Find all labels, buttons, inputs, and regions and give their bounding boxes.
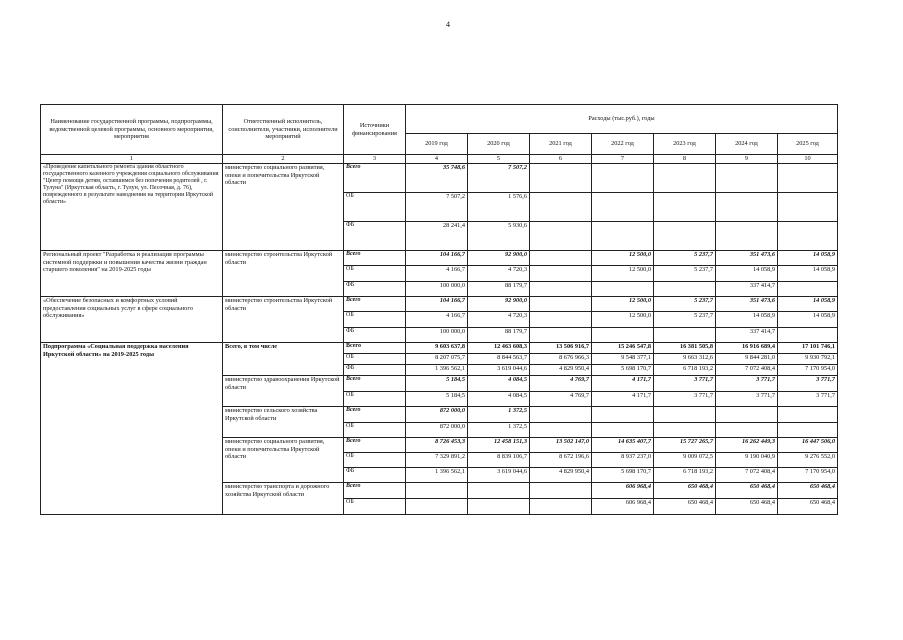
value-cell [778, 222, 838, 251]
value-cell: 3 771,7 [654, 392, 716, 407]
value-cell: 9 844 281,0 [716, 354, 778, 365]
value-cell: 4 720,3 [468, 266, 530, 282]
value-cell: 3 619 044,6 [468, 365, 530, 376]
value-cell: 5 237,7 [654, 251, 716, 266]
value-cell: 104 166,7 [406, 251, 468, 266]
executor-name: министерство строительства Иркутской области [223, 251, 344, 297]
column-number: 1 [41, 155, 223, 164]
value-cell: 650 468,4 [778, 483, 838, 499]
value-cell: 606 968,4 [592, 483, 654, 499]
value-cell [530, 266, 592, 282]
value-cell [778, 407, 838, 423]
value-cell: 7 072 408,4 [716, 365, 778, 376]
value-cell: 5 698 170,7 [592, 365, 654, 376]
column-number: 3 [344, 155, 406, 164]
value-cell: 3 771,7 [654, 376, 716, 392]
executor-name: Всего, в том числе [223, 343, 344, 376]
value-cell: 9 276 552,0 [778, 453, 838, 468]
value-cell [716, 164, 778, 193]
value-cell [778, 193, 838, 222]
value-cell: 4 829 950,4 [530, 468, 592, 483]
value-cell: 650 468,4 [654, 499, 716, 515]
value-cell: 4 166,7 [406, 312, 468, 328]
value-cell: 16 381 505,8 [654, 343, 716, 354]
value-cell: 4 769,7 [530, 376, 592, 392]
value-cell [530, 483, 592, 499]
value-cell [654, 164, 716, 193]
value-cell [592, 193, 654, 222]
value-cell: 7 072 408,4 [716, 468, 778, 483]
source-label: ФБ [344, 468, 406, 483]
value-cell: 9 190 040,9 [716, 453, 778, 468]
value-cell: 3 619 044,6 [468, 468, 530, 483]
table-row [41, 343, 838, 354]
value-cell: 14 058,9 [778, 251, 838, 266]
value-cell: 4 084,5 [468, 392, 530, 407]
value-cell: 650 468,4 [778, 499, 838, 515]
column-number: 10 [778, 155, 838, 164]
value-cell: 100 000,0 [406, 282, 468, 297]
header-year: 2022 год [592, 134, 654, 155]
value-cell: 16 916 689,4 [716, 343, 778, 354]
value-cell [778, 423, 838, 438]
column-number: 9 [716, 155, 778, 164]
source-label: ФБ [344, 365, 406, 376]
value-cell [654, 328, 716, 343]
value-cell: 9 009 072,5 [654, 453, 716, 468]
value-cell: 4 084,5 [468, 376, 530, 392]
table-row [41, 251, 838, 266]
value-cell: 5 698 170,7 [592, 468, 654, 483]
column-number: 8 [654, 155, 716, 164]
value-cell: 14 058,9 [716, 266, 778, 282]
executor-name: министерство сельского хозяйства Иркутской области [223, 407, 344, 438]
source-label: ОБ [344, 193, 406, 222]
value-cell: 17 101 746,1 [778, 343, 838, 354]
value-cell [716, 193, 778, 222]
value-cell: 872 000,0 [406, 423, 468, 438]
value-cell: 14 058,9 [778, 297, 838, 312]
value-cell: 6 718 193,2 [654, 468, 716, 483]
value-cell: 14 635 407,7 [592, 438, 654, 453]
program-name: «Проведение капитального ремонта здания областного государственного казенного учреждения социального обслуживания "Центр помощи детям, оставшимся без попечения родителей , г. Тулуна" (Иркутская область, г. Тулун, ул. Песочная, д. 76), поврежденного в результате наводнения на территории Иркутской области» [41, 164, 223, 251]
header-year: 2023 год [654, 134, 716, 155]
value-cell: 88 179,7 [468, 282, 530, 297]
executor-name: министерство здравоохранения Иркутской области [223, 376, 344, 407]
value-cell [530, 164, 592, 193]
value-cell: 7 170 954,0 [778, 365, 838, 376]
value-cell [654, 423, 716, 438]
source-label: ОБ [344, 354, 406, 365]
value-cell: 12 458 151,3 [468, 438, 530, 453]
source-label: Всего [344, 164, 406, 193]
value-cell: 5 237,7 [654, 312, 716, 328]
value-cell: 7 507,2 [468, 164, 530, 193]
value-cell: 9 603 637,8 [406, 343, 468, 354]
table-row [41, 164, 838, 193]
source-label: Всего [344, 376, 406, 392]
source-label: Всего [344, 407, 406, 423]
value-cell: 16 262 449,3 [716, 438, 778, 453]
value-cell [716, 407, 778, 423]
source-label: ОБ [344, 266, 406, 282]
value-cell: 4 171,7 [592, 376, 654, 392]
value-cell: 14 058,9 [778, 312, 838, 328]
value-cell: 337 414,7 [716, 282, 778, 297]
value-cell [530, 328, 592, 343]
value-cell: 1 372,5 [468, 407, 530, 423]
value-cell: 13 502 147,0 [530, 438, 592, 453]
value-cell [716, 222, 778, 251]
header-year: 2025 год [778, 134, 838, 155]
value-cell: 5 237,7 [654, 266, 716, 282]
executor-name: министерство социального развития, опеки и попечительства Иркутской области [223, 438, 344, 483]
budget-table [40, 104, 838, 515]
executor-name: министерство транспорта и дорожного хозяйства Иркутской области [223, 483, 344, 515]
value-cell: 650 468,4 [654, 483, 716, 499]
value-cell: 650 468,4 [716, 499, 778, 515]
value-cell: 4 829 950,4 [530, 365, 592, 376]
program-name: Региональный проект "Разработка и реализация программы системной поддержки и повышения качества жизни граждан старшего поколения" на 2019-2025 годы [41, 251, 223, 297]
value-cell [530, 312, 592, 328]
value-cell: 28 241,4 [406, 222, 468, 251]
value-cell: 8 672 196,6 [530, 453, 592, 468]
value-cell [530, 297, 592, 312]
source-label: Всего [344, 251, 406, 266]
value-cell: 8 937 237,0 [592, 453, 654, 468]
value-cell: 7 329 891,2 [406, 453, 468, 468]
value-cell [530, 407, 592, 423]
value-cell: 3 771,7 [716, 376, 778, 392]
value-cell: 5 184,5 [406, 392, 468, 407]
header-sources: Источники финансирования [344, 105, 406, 155]
value-cell [530, 222, 592, 251]
table-row [41, 297, 838, 312]
source-label: ОБ [344, 423, 406, 438]
source-label: ОБ [344, 312, 406, 328]
program-name: «Обеспечение безопасных и комфортных условий предоставления социальных услуг в сфере социального обслуживания» [41, 297, 223, 343]
value-cell: 12 500,0 [592, 251, 654, 266]
value-cell: 15 727 265,7 [654, 438, 716, 453]
value-cell: 5 930,6 [468, 222, 530, 251]
header-year: 2024 год [716, 134, 778, 155]
source-label: Всего [344, 343, 406, 354]
value-cell [406, 499, 468, 515]
value-cell: 6 718 193,2 [654, 365, 716, 376]
value-cell: 3 771,7 [778, 392, 838, 407]
value-cell: 9 663 312,6 [654, 354, 716, 365]
value-cell: 5 237,7 [654, 297, 716, 312]
value-cell [530, 423, 592, 438]
value-cell: 8 839 106,7 [468, 453, 530, 468]
value-cell: 3 771,7 [716, 392, 778, 407]
value-cell: 35 748,6 [406, 164, 468, 193]
value-cell [530, 282, 592, 297]
column-number: 2 [223, 155, 344, 164]
header-program: Наименование государственной программы, подпрограммы, ведомственной целевой программы, основного мероприятия, мероприятия [41, 105, 223, 155]
value-cell: 92 900,0 [468, 297, 530, 312]
value-cell: 15 246 547,8 [592, 343, 654, 354]
source-label: ФБ [344, 222, 406, 251]
value-cell: 92 900,0 [468, 251, 530, 266]
value-cell: 4 171,7 [592, 392, 654, 407]
value-cell: 13 506 916,7 [530, 343, 592, 354]
header-year: 2019 год [406, 134, 468, 155]
value-cell: 7 507,2 [406, 193, 468, 222]
source-label: Всего [344, 483, 406, 499]
value-cell: 4 166,7 [406, 266, 468, 282]
value-cell: 3 771,7 [778, 376, 838, 392]
source-label: ОБ [344, 453, 406, 468]
value-cell: 8 207 075,7 [406, 354, 468, 365]
value-cell [654, 193, 716, 222]
value-cell: 9 548 377,1 [592, 354, 654, 365]
value-cell: 12 500,0 [592, 312, 654, 328]
value-cell [468, 483, 530, 499]
value-cell: 606 968,4 [592, 499, 654, 515]
source-label: ОБ [344, 499, 406, 515]
source-label: Всего [344, 438, 406, 453]
executor-name: министерство социального развития, опеки и попечительства Иркутской области [223, 164, 344, 251]
header-executor: Ответственный исполнитель, соисполнители, участники, исполнители мероприятий [223, 105, 344, 155]
value-cell: 1 396 562,1 [406, 468, 468, 483]
value-cell [592, 282, 654, 297]
value-cell [530, 251, 592, 266]
value-cell: 7 170 954,0 [778, 468, 838, 483]
value-cell: 104 166,7 [406, 297, 468, 312]
value-cell: 12 500,0 [592, 266, 654, 282]
value-cell: 12 463 608,3 [468, 343, 530, 354]
value-cell [468, 499, 530, 515]
value-cell: 1 372,5 [468, 423, 530, 438]
value-cell [592, 407, 654, 423]
value-cell: 4 769,7 [530, 392, 592, 407]
page-number: 4 [446, 20, 450, 29]
value-cell: 351 473,6 [716, 251, 778, 266]
column-number: 6 [530, 155, 592, 164]
value-cell: 351 473,6 [716, 297, 778, 312]
value-cell: 337 414,7 [716, 328, 778, 343]
value-cell [406, 483, 468, 499]
value-cell: 5 184,5 [406, 376, 468, 392]
value-cell: 4 720,3 [468, 312, 530, 328]
value-cell: 14 058,9 [778, 266, 838, 282]
value-cell: 9 930 792,1 [778, 354, 838, 365]
value-cell [778, 328, 838, 343]
value-cell: 100 000,0 [406, 328, 468, 343]
value-cell [592, 222, 654, 251]
column-number: 7 [592, 155, 654, 164]
value-cell: 16 447 506,0 [778, 438, 838, 453]
value-cell [778, 164, 838, 193]
header-expenses: Расходы (тыс.руб.), годы [406, 105, 838, 134]
value-cell: 1 576,6 [468, 193, 530, 222]
source-label: ОБ [344, 392, 406, 407]
value-cell: 872 000,0 [406, 407, 468, 423]
value-cell: 14 058,9 [716, 312, 778, 328]
value-cell: 1 396 562,1 [406, 365, 468, 376]
value-cell [530, 193, 592, 222]
value-cell [654, 407, 716, 423]
header-year: 2020 год [468, 134, 530, 155]
source-label: Всего [344, 297, 406, 312]
value-cell: 88 179,7 [468, 328, 530, 343]
value-cell [592, 328, 654, 343]
value-cell [592, 423, 654, 438]
value-cell [592, 164, 654, 193]
value-cell: 8 676 966,3 [530, 354, 592, 365]
value-cell: 650 468,4 [716, 483, 778, 499]
value-cell: 12 500,0 [592, 297, 654, 312]
header-year: 2021 год [530, 134, 592, 155]
value-cell [716, 423, 778, 438]
source-label: ФБ [344, 282, 406, 297]
value-cell [654, 222, 716, 251]
value-cell [778, 282, 838, 297]
subprogram-name: Подпрограмма «Социальная поддержка населения Иркутской области» на 2019-2025 годы [41, 343, 223, 515]
value-cell [530, 499, 592, 515]
value-cell: 8 726 453,3 [406, 438, 468, 453]
value-cell: 8 844 563,7 [468, 354, 530, 365]
source-label: ФБ [344, 328, 406, 343]
column-number: 4 [406, 155, 468, 164]
value-cell [654, 282, 716, 297]
column-number: 5 [468, 155, 530, 164]
executor-name: министерство строительства Иркутской области [223, 297, 344, 343]
